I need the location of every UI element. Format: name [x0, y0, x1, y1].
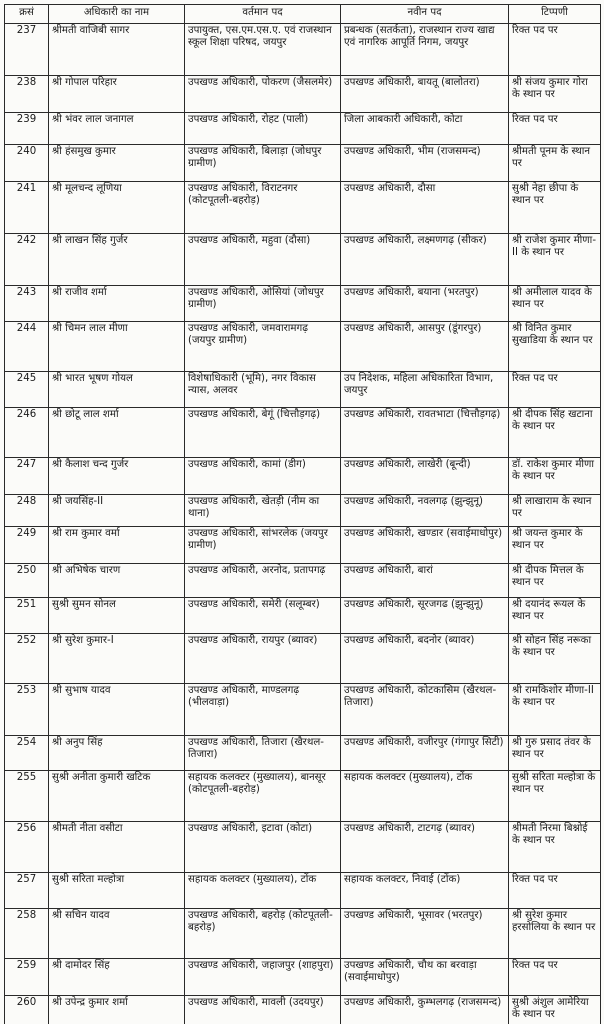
- officer-name: सुश्री सरिता मल्होत्रा: [49, 873, 185, 909]
- header-current-post: वर्तमान पद: [185, 5, 341, 24]
- serial-number: 242: [5, 234, 49, 286]
- remark: श्री संजय कुमार गोरा के स्थान पर: [509, 76, 601, 113]
- remark: श्री दयानंद रूयल के स्थान पर: [509, 598, 601, 634]
- table-row: [5, 959, 601, 996]
- new-post: उपखण्ड अधिकारी, आसपुर (डूंगरपुर): [341, 322, 509, 372]
- officer-name: श्री भारत भूषण गोयल: [49, 372, 185, 408]
- current-post: उपायुक्त, एस.एम.एस.ए. एवं राजस्थान स्कूल शिक्षा परिषद, जयपुर: [185, 24, 341, 76]
- serial-number: 253: [5, 684, 49, 736]
- serial-number: 256: [5, 822, 49, 873]
- officer-name: श्री गोपाल परिहार: [49, 76, 185, 113]
- current-post: उपखण्ड अधिकारी, तिजारा (खैरथल-तिजारा): [185, 736, 341, 771]
- remark: रिक्त पद पर: [509, 873, 601, 909]
- table-row: [5, 736, 601, 771]
- remark: श्री जयन्त कुमार के स्थान पर: [509, 527, 601, 564]
- new-post: उपखण्ड अधिकारी, भूसावर (भरतपुर): [341, 909, 509, 959]
- table-row: [5, 322, 601, 372]
- table-row: [5, 996, 601, 1024]
- new-post: उपखण्ड अधिकारी, लक्ष्मणगढ़ (सीकर): [341, 234, 509, 286]
- table-row: [5, 234, 601, 286]
- officer-name: श्री हंसमुख कुमार: [49, 145, 185, 182]
- new-post: उपखण्ड अधिकारी, बारां: [341, 564, 509, 598]
- officer-name: श्रीमती वाजिबी सागर: [49, 24, 185, 76]
- serial-number: 245: [5, 372, 49, 408]
- remark: रिक्त पद पर: [509, 24, 601, 76]
- current-post: सहायक कलक्टर (मुख्यालय), टोंक: [185, 873, 341, 909]
- officer-name: श्री मूलचन्द लूणिया: [49, 182, 185, 234]
- new-post: उपखण्ड अधिकारी, रावतभाटा (चित्तौड़गढ़): [341, 408, 509, 458]
- current-post: उपखण्ड अधिकारी, खेतड़ी (नीम का थाना): [185, 495, 341, 527]
- current-post: उपखण्ड अधिकारी, बहरोड़ (कोटपूतली-बहरोड़): [185, 909, 341, 959]
- serial-number: 251: [5, 598, 49, 634]
- table-row: [5, 598, 601, 634]
- officer-name: श्री राम कुमार वर्मा: [49, 527, 185, 564]
- current-post: उपखण्ड अधिकारी, महुवा (दौसा): [185, 234, 341, 286]
- remark: रिक्त पद पर: [509, 959, 601, 996]
- officer-name: श्री लाखन सिंह गुर्जर: [49, 234, 185, 286]
- current-post: उपखण्ड अधिकारी, जहाजपुर (शाहपुरा): [185, 959, 341, 996]
- new-post: उपखण्ड अधिकारी, सूरजगढ (झुन्झुनू): [341, 598, 509, 634]
- serial-number: 244: [5, 322, 49, 372]
- current-post: उपखण्ड अधिकारी, बिलाड़ा (जोधपुर ग्रामीण): [185, 145, 341, 182]
- officer-name: श्री सुरेश कुमार-I: [49, 634, 185, 684]
- serial-number: 247: [5, 458, 49, 495]
- current-post: विशेषाधिकारी (भूमि), नगर विकास न्यास, अलवर: [185, 372, 341, 408]
- remark: श्री लाखाराम के स्थान पर: [509, 495, 601, 527]
- table-header-row: [5, 5, 601, 24]
- new-post: उपखण्ड अधिकारी, वजीरपुर (गंगापुर सिटी): [341, 736, 509, 771]
- serial-number: 254: [5, 736, 49, 771]
- table-row: [5, 458, 601, 495]
- new-post: सहायक कलक्टर, निवाई (टोंक): [341, 873, 509, 909]
- new-post: उपखण्ड अधिकारी, कोटकासिम (खैरथल-तिजारा): [341, 684, 509, 736]
- remark: श्री रामकिशोर मीणा-II के स्थान पर: [509, 684, 601, 736]
- serial-number: 246: [5, 408, 49, 458]
- table-row: [5, 182, 601, 234]
- serial-number: 260: [5, 996, 49, 1024]
- new-post: प्रबन्धक (सतर्कता), राजस्थान राज्य खाद्य एवं नागरिक आपूर्ति निगम, जयपुर: [341, 24, 509, 76]
- new-post: उपखण्ड अधिकारी, बदनोर (ब्यावर): [341, 634, 509, 684]
- officer-name: श्री छोटू लाल शर्मा: [49, 408, 185, 458]
- remark: रिक्त पद पर: [509, 372, 601, 408]
- current-post: उपखण्ड अधिकारी, रोहट (पाली): [185, 113, 341, 145]
- current-post: उपखण्ड अधिकारी, सांभरलेक (जयपुर ग्रामीण): [185, 527, 341, 564]
- header-remarks: टिप्पणी: [509, 5, 601, 24]
- serial-number: 250: [5, 564, 49, 598]
- officer-name: श्री उपेन्द्र कुमार शर्मा: [49, 996, 185, 1024]
- current-post: उपखण्ड अधिकारी, जमवारामगढ़ (जयपुर ग्रामीण): [185, 322, 341, 372]
- remark: सुश्री अंशुल आमेरिया के स्थान पर: [509, 996, 601, 1024]
- new-post: उपखण्ड अधिकारी, बायतू (बालोतरा): [341, 76, 509, 113]
- current-post: सहायक कलक्टर (मुख्यालय), बानसूर (कोटपूतली-बहरोड़): [185, 771, 341, 822]
- remark: सुश्री सरिता मल्होत्रा के स्थान पर: [509, 771, 601, 822]
- new-post: उपखण्ड अधिकारी, दौसा: [341, 182, 509, 234]
- officer-name: श्री अनुप सिंह: [49, 736, 185, 771]
- new-post: उपखण्ड अधिकारी, बयाना (भरतपुर): [341, 286, 509, 322]
- officer-name: श्री सुभाष यादव: [49, 684, 185, 736]
- new-post: उपखण्ड अधिकारी, नवलगढ़ (झुन्झुनू): [341, 495, 509, 527]
- current-post: उपखण्ड अधिकारी, कामां (डीग): [185, 458, 341, 495]
- officer-name: श्रीमती नीता वसीटा: [49, 822, 185, 873]
- current-post: उपखण्ड अधिकारी, पोकरण (जैसलमेर): [185, 76, 341, 113]
- current-post: उपखण्ड अधिकारी, ओसियां (जोधपुर ग्रामीण): [185, 286, 341, 322]
- table-row: [5, 771, 601, 822]
- new-post: उपखण्ड अधिकारी, लाखेरी (बून्दी): [341, 458, 509, 495]
- serial-number: 237: [5, 24, 49, 76]
- table-row: [5, 286, 601, 322]
- remark: श्रीमती पूनम के स्थान पर: [509, 145, 601, 182]
- officer-name: सुश्री अनीता कुमारी खटिक: [49, 771, 185, 822]
- new-post: उपखण्ड अधिकारी, कुम्भलगढ़ (राजसमन्द): [341, 996, 509, 1024]
- table-row: [5, 24, 601, 76]
- serial-number: 248: [5, 495, 49, 527]
- serial-number: 239: [5, 113, 49, 145]
- header-officer-name: अधिकारी का नाम: [49, 5, 185, 24]
- serial-number: 255: [5, 771, 49, 822]
- serial-number: 240: [5, 145, 49, 182]
- serial-number: 238: [5, 76, 49, 113]
- current-post: उपखण्ड अधिकारी, इटावा (कोटा): [185, 822, 341, 873]
- remark: श्री राजेश कुमार मीणा-II के स्थान पर: [509, 234, 601, 286]
- table-row: [5, 145, 601, 182]
- officer-name: श्री कैलाश चन्द गुर्जर: [49, 458, 185, 495]
- table-row: [5, 495, 601, 527]
- remark: रिक्त पद पर: [509, 113, 601, 145]
- table-row: [5, 527, 601, 564]
- officer-name: श्री चिमन लाल मीणा: [49, 322, 185, 372]
- officer-name: श्री जयसिंह-II: [49, 495, 185, 527]
- officer-name: श्री अभिषेक चारण: [49, 564, 185, 598]
- transfer-order-table: [4, 4, 601, 1024]
- remark: सुश्री नेहा छीपा के स्थान पर: [509, 182, 601, 234]
- table-row: [5, 564, 601, 598]
- table-row: [5, 822, 601, 873]
- current-post: उपखण्ड अधिकारी, रायपुर (ब्यावर): [185, 634, 341, 684]
- serial-number: 249: [5, 527, 49, 564]
- officer-name: श्री सचिन यादव: [49, 909, 185, 959]
- serial-number: 257: [5, 873, 49, 909]
- serial-number: 243: [5, 286, 49, 322]
- header-new-post: नवीन पद: [341, 5, 509, 24]
- current-post: उपखण्ड अधिकारी, माण्डलगढ़ (भीलवाड़ा): [185, 684, 341, 736]
- remark: श्री दीपक मित्तल के स्थान पर: [509, 564, 601, 598]
- serial-number: 241: [5, 182, 49, 234]
- table-row: [5, 684, 601, 736]
- header-serial-number: क्रसं: [5, 5, 49, 24]
- current-post: उपखण्ड अधिकारी, बेगूं (चित्तौड़गढ़): [185, 408, 341, 458]
- new-post: उपखण्ड अधिकारी, चौथ का बरवाड़ा (सवाईमाधोपुर): [341, 959, 509, 996]
- officer-name: श्री दामोदर सिंह: [49, 959, 185, 996]
- remark: श्री विनित कुमार सुखाडिया के स्थान पर: [509, 322, 601, 372]
- table-row: [5, 113, 601, 145]
- new-post: उप निदेशक, महिला अधिकारिता विभाग, जयपुर: [341, 372, 509, 408]
- officer-name: श्री राजीव शर्मा: [49, 286, 185, 322]
- table-row: [5, 909, 601, 959]
- officer-name: श्री भंवर लाल जनागल: [49, 113, 185, 145]
- table-row: [5, 372, 601, 408]
- current-post: उपखण्ड अधिकारी, विराटनगर (कोटपूतली-बहरोड़): [185, 182, 341, 234]
- remark: श्री सोहन सिंह नरूका के स्थान पर: [509, 634, 601, 684]
- current-post: उपखण्ड अधिकारी, समेरी (सलूम्बर): [185, 598, 341, 634]
- new-post: उपखण्ड अधिकारी, टाटगढ़ (ब्यावर): [341, 822, 509, 873]
- serial-number: 259: [5, 959, 49, 996]
- new-post: सहायक कलक्टर (मुख्यालय), टोंक: [341, 771, 509, 822]
- current-post: उपखण्ड अधिकारी, अरनोद, प्रतापगढ़: [185, 564, 341, 598]
- new-post: उपखण्ड अधिकारी, खण्डार (सवाईमाधोपुर): [341, 527, 509, 564]
- table-body: [5, 24, 601, 1024]
- new-post: जिला आबकारी अधिकारी, कोटा: [341, 113, 509, 145]
- remark: श्री गुरु प्रसाद तंवर के स्थान पर: [509, 736, 601, 771]
- table-row: [5, 408, 601, 458]
- officer-name: सुश्री सुमन सोनल: [49, 598, 185, 634]
- table-row: [5, 76, 601, 113]
- serial-number: 252: [5, 634, 49, 684]
- new-post: उपखण्ड अधिकारी, भीम (राजसमन्द): [341, 145, 509, 182]
- remark: श्रीमती निरमा बिश्नोई के स्थान पर: [509, 822, 601, 873]
- table-row: [5, 634, 601, 684]
- remark: डॉ. राकेश कुमार मीणा के स्थान पर: [509, 458, 601, 495]
- remark: श्री अमीलाल यादव के स्थान पर: [509, 286, 601, 322]
- table-row: [5, 873, 601, 909]
- remark: श्री सुरेश कुमार हरसोलिया के स्थान पर: [509, 909, 601, 959]
- current-post: उपखण्ड अधिकारी, मावली (उदयपुर): [185, 996, 341, 1024]
- remark: श्री दीपक सिंह खटाना के स्थान पर: [509, 408, 601, 458]
- serial-number: 258: [5, 909, 49, 959]
